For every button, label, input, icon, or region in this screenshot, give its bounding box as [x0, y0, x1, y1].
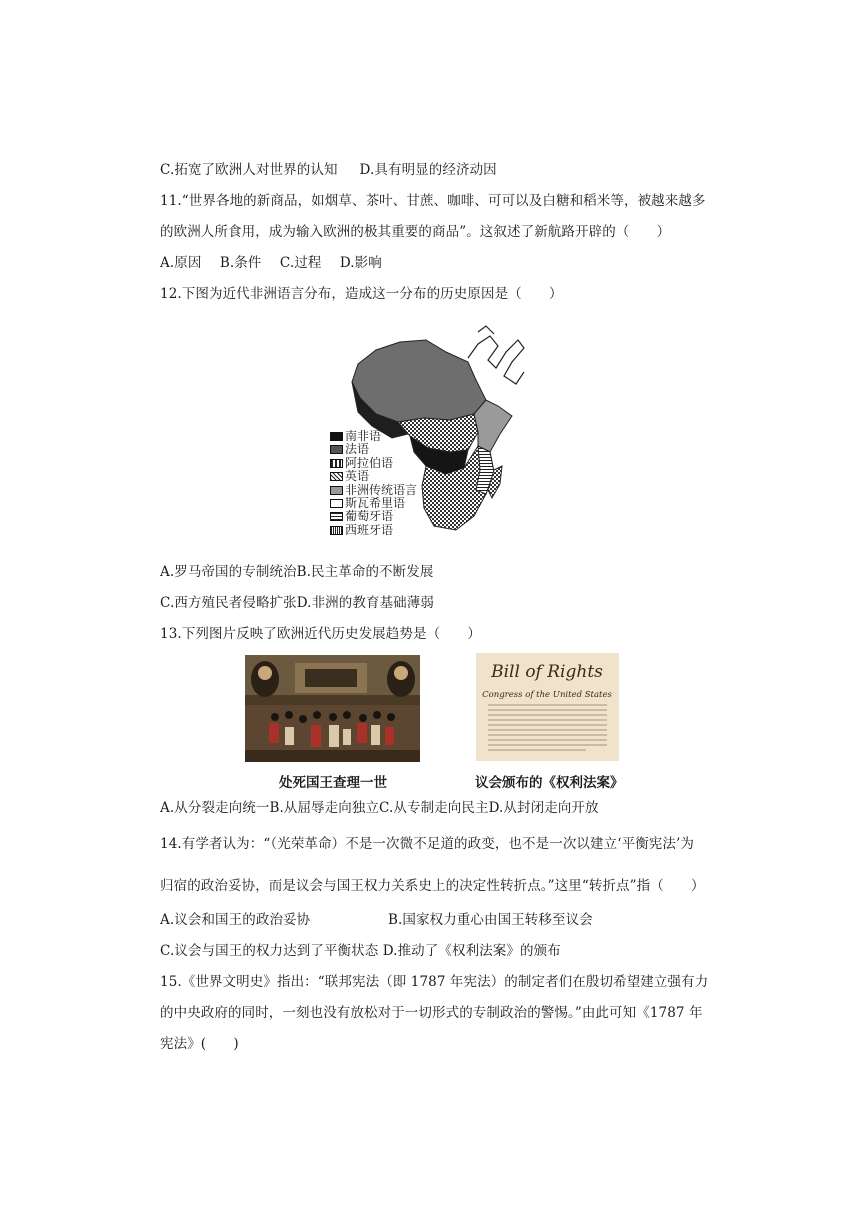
q15-stem-3: 宪法》( )	[160, 1036, 239, 1052]
q14-options-cd: C.议会与国王的权力达到了平衡状态 D.推动了《权利法案》的颁布	[160, 943, 561, 959]
q12-options-cd: C.西方殖民者侵略扩张D.非洲的教育基础薄弱	[160, 595, 434, 611]
q15-stem-2: 的中央政府的同时，一刻也没有放松对于一切形式的专制政治的警惕。”由此可知《1787 年	[160, 1005, 703, 1021]
q13-options: A.从分裂走向统一B.从屈辱走向独立C.从专制走向民主D.从封闭走向开放	[160, 800, 599, 816]
q11-option-c: C.过程	[279, 255, 322, 271]
q11-stem-2: 的欧洲人所食用，成为输入欧洲的极其重要的商品”。这叙述了新航路开辟的（ ）	[160, 224, 671, 240]
legend-item: 南非语	[330, 430, 417, 443]
execution-painting	[245, 655, 420, 762]
q11-option-d: D.影响	[339, 255, 382, 271]
east-africa-region	[474, 400, 512, 452]
q11-stem-1: 11.“世界各地的新商品，如烟草、茶叶、甘蔗、咖啡、可可以及白糖和稻米等，被越来越多	[160, 193, 706, 209]
q11-option-a: A.原因	[160, 255, 202, 271]
legend-item: 非洲传统语言	[330, 484, 417, 497]
q12-options-ab: A.罗马帝国的专制统治B.民主革命的不断发展	[160, 564, 434, 580]
q14-options-ab	[160, 911, 593, 929]
document-title: Bill of Rights	[491, 662, 603, 682]
arabia-outline	[468, 326, 524, 384]
legend-item: 西班牙语	[330, 524, 417, 537]
document-subtitle: Congress of the United States	[482, 690, 612, 700]
q13-stem: 13.下列图片反映了欧洲近代历史发展趋势是（ ）	[160, 626, 481, 642]
legend-item: 斯瓦希里语	[330, 497, 417, 510]
q10-options-line	[160, 161, 497, 179]
q10-option-c: C.拓宽了欧洲人对世界的认知	[160, 162, 338, 178]
legend-item: 英语	[330, 470, 417, 483]
q12-stem: 12.下图为近代非洲语言分布，造成这一分布的历史原因是（ ）	[160, 286, 563, 302]
legend-item: 法语	[330, 443, 417, 456]
q14-stem-2: 归宿的政治妥协，而是议会与国王权力关系史上的决定性转折点。”这里“转折点”指（ ）	[160, 878, 705, 894]
caption-execution: 处死国王查理一世	[279, 775, 387, 791]
q14-option-b: B.国家权力重心由国王转移至议会	[388, 912, 593, 928]
q11-options	[160, 254, 382, 272]
q11-option-b: B.条件	[219, 255, 262, 271]
bill-of-rights-document	[476, 653, 619, 761]
caption-bill-of-rights: 议会颁布的《权利法案》	[475, 775, 624, 791]
legend-item: 阿拉伯语	[330, 457, 417, 470]
q14-option-a: A.议会和国王的政治妥协	[160, 912, 311, 928]
map-legend	[330, 430, 417, 537]
q10-option-d: D.具有明显的经济动因	[359, 162, 497, 178]
q15-stem-1: 15.《世界文明史》指出：“联邦宪法（即 1787 年宪法）的制定者们在殷切希望建立强有力	[160, 974, 709, 990]
q14-stem-1: 14.有学者认为：“（光荣革命）不是一次微不足道的政变，也不是一次以建立‘平衡宪法’为	[160, 836, 695, 852]
legend-item: 葡萄牙语	[330, 510, 417, 523]
